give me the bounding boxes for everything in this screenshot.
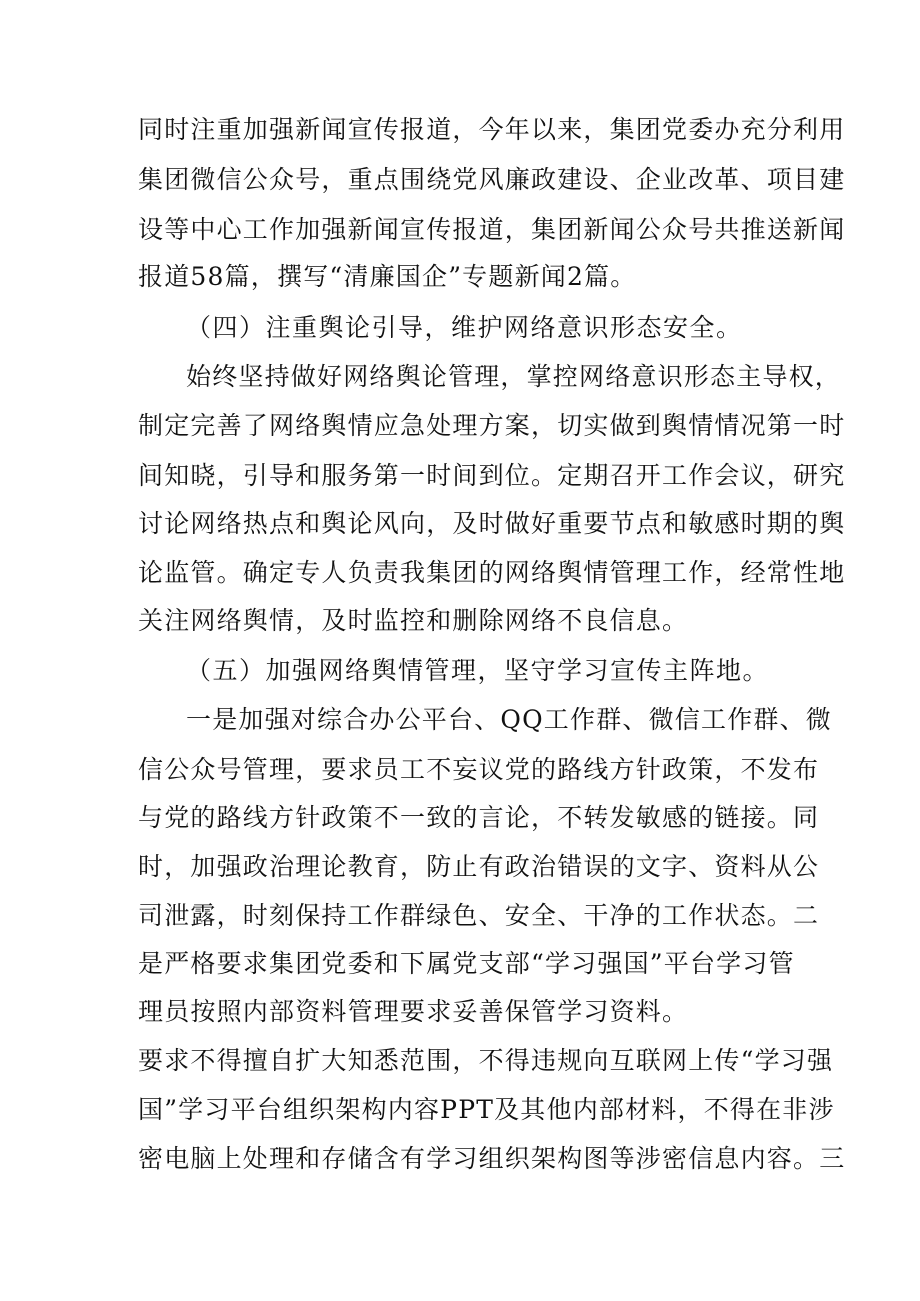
paragraph-line: 与党的路线方针政策不一致的言论，不转发敏感的链接。同 <box>138 803 820 832</box>
paragraph-line: 报道58篇，撰写“清廉国企”专题新闻2篇。 <box>138 262 637 291</box>
paragraph-line: 关注网络舆情，及时监控和删除网络不良信息。 <box>138 606 689 635</box>
paragraph-line: 要求不得擅自扩大知悉范围，不得违规向互联网上传“学习强 <box>138 1046 834 1075</box>
paragraph-line: 一是加强对综合办公平台、QQ工作群、微信工作群、微 <box>186 705 832 734</box>
paragraph-line: 国”学习平台组织架构内容PPT及其他内部材料，不得在非涉 <box>138 1095 835 1124</box>
paragraph-line: 信公众号管理，要求员工不妄议党的路线方针政策，不发布 <box>138 755 820 784</box>
paragraph-line: 密电脑上处理和存储含有学习组织架构图等涉密信息内容。三 <box>138 1144 846 1173</box>
paragraph-line: 始终坚持做好网络舆论管理，掌控网络意识形态主导权， <box>186 362 842 391</box>
paragraph-line: 设等中心工作加强新闻宣传报道，集团新闻公众号共推送新闻 <box>138 215 846 244</box>
paragraph-line: 司泄露，时刻保持工作群绿色、安全、干净的工作状态。二 <box>138 901 820 930</box>
paragraph-line: 同时注重加强新闻宣传报道，今年以来，集团党委办充分利用 <box>138 115 846 144</box>
paragraph-line: 讨论网络热点和舆论风向，及时做好重要节点和敏感时期的舆 <box>138 509 846 538</box>
paragraph-line: 是严格要求集团党委和下属党支部“学习强国”平台学习管 <box>138 949 795 978</box>
paragraph-line: 制定完善了网络舆情应急处理方案，切实做到舆情情况第一时 <box>138 411 846 440</box>
paragraph-line: 论监管。确定专人负责我集团的网络舆情管理工作，经常性地 <box>138 558 846 587</box>
section-heading-5: （五）加强网络舆情管理，坚守学习宣传主阵地。 <box>186 656 770 685</box>
paragraph-line: 集团微信公众号，重点围绕党风廉政建设、企业改革、项目建 <box>138 165 846 194</box>
section-heading-4: （四）注重舆论引导，维护网络意识形态安全。 <box>186 313 743 342</box>
paragraph-line: 理员按照内部资料管理要求妥善保管学习资料。 <box>138 997 689 1026</box>
paragraph-line: 间知晓，引导和服务第一时间到位。定期召开工作会议，研究 <box>138 461 846 490</box>
paragraph-line: 时，加强政治理论教育，防止有政治错误的文字、资料从公 <box>138 852 820 881</box>
